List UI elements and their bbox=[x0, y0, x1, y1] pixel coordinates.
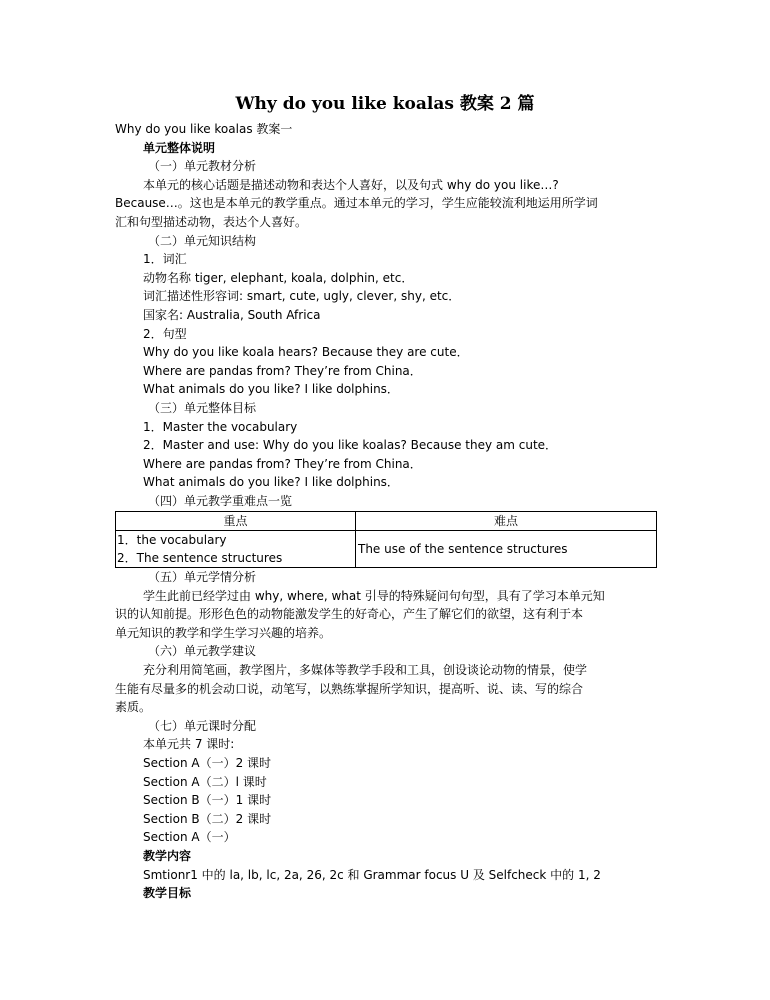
document-title: Why do you like koalas 教案 2 篇 bbox=[235, 94, 535, 114]
patterns-heading: 2．句型 bbox=[143, 326, 187, 341]
paragraph-line: 学生此前已经学过由 why, where, what 引导的特殊疑问句句型，具有了学习本单元知 bbox=[143, 588, 605, 603]
paragraph-line: 单元知识的教学和学生学习兴趣的培养。 bbox=[115, 625, 332, 640]
paragraph-line: 识的认知前提。形形色色的动物能激发学生的好奇心，产生了解它们的欲望，这有利于本 bbox=[115, 607, 584, 622]
paragraph-line: 充分利用简笔画，教学图片，多媒体等教学手段和工具，创设谈论动物的情景，使学 bbox=[143, 663, 588, 677]
goal-line: 1．Master the vocabulary bbox=[143, 419, 298, 434]
schedule-item: Section A（一）2 课时 bbox=[143, 756, 272, 770]
lesson-heading: Section A（一） bbox=[143, 830, 236, 845]
subtitle: Why do you like koalas 教案一 bbox=[115, 122, 293, 136]
table-row bbox=[116, 531, 657, 568]
schedule-item: Section B（二）2 课时 bbox=[143, 811, 272, 826]
vocab-animals: 动物名称 tiger, elephant, koala, dolphin, etc． bbox=[143, 270, 414, 285]
table-header-key: 重点 bbox=[116, 512, 356, 531]
schedule-item: Section A（二）l 课时 bbox=[143, 774, 267, 789]
key-points-table bbox=[115, 511, 657, 568]
table-cell-difficult: The use of the sentence structures bbox=[356, 531, 657, 568]
goal-line: 2．Master and use: Why do you like koalas? Because they am cute． bbox=[143, 438, 558, 453]
pattern-line: Where are pandas from? They’re from China． bbox=[143, 363, 422, 378]
table-cell-key bbox=[116, 531, 356, 568]
content-text: Smtionr1 中的 la, lb, lc, 2a, 26, 2c 和 Grammar focus U 及 Selfcheck 中的 1, 2 bbox=[143, 867, 601, 882]
key-item: 2．The sentence structures bbox=[117, 551, 283, 565]
table-header-row bbox=[116, 512, 657, 531]
content-heading: 教学内容 bbox=[143, 849, 192, 863]
table-header-difficult: 难点 bbox=[356, 512, 657, 531]
paragraph-line: Because…。这也是本单元的教学重点。通过本单元的学习，学生应能较流利地运用所学词 bbox=[115, 196, 598, 211]
schedule-total: 本单元共 7 课时: bbox=[143, 737, 235, 752]
key-item: 1．the vocabulary bbox=[117, 533, 227, 547]
vocab-heading: 1．词汇 bbox=[143, 252, 187, 267]
heading-overall: 单元整体说明 bbox=[143, 140, 216, 155]
paragraph-line: 素质。 bbox=[115, 700, 152, 715]
paragraph-line: 本单元的核心话题是描述动物和表达个人喜好，以及句式 why do you like…? bbox=[143, 177, 559, 192]
goal-line: What animals do you like? I like dolphins． bbox=[143, 475, 399, 490]
section-heading-6: （六）单元教学建议 bbox=[148, 644, 257, 659]
vocab-adjectives: 词汇描述性形容词: smart, cute, ugly, clever, shy, etc． bbox=[143, 289, 461, 304]
section-heading-1: （一）单元教材分析 bbox=[148, 159, 257, 174]
section-heading-5: （五）单元学情分析 bbox=[148, 570, 257, 584]
paragraph-line: 生能有尽量多的机会动口说，动笔写，以熟练掌握所学知识，提高听、说、读、写的综合 bbox=[115, 681, 584, 696]
section-heading-4: （四）单元教学重难点一览 bbox=[148, 494, 293, 508]
section-heading-7: （七）单元课时分配 bbox=[148, 718, 257, 733]
section-heading-2: （二）单元知识结构 bbox=[148, 233, 257, 248]
paragraph-line: 汇和句型描述动物，表达个人喜好。 bbox=[115, 215, 308, 229]
pattern-line: What animals do you like? I like dolphins． bbox=[143, 382, 399, 397]
pattern-line: Why do you like koala hears? Because they are cute． bbox=[143, 345, 469, 360]
schedule-item: Section B（一）1 课时 bbox=[143, 793, 272, 808]
section-heading-3: （三）单元整体目标 bbox=[148, 401, 257, 415]
vocab-countries: 国家名: Australia, South Africa bbox=[143, 308, 321, 322]
goal-line: Where are pandas from? They’re from China． bbox=[143, 456, 422, 471]
objectives-heading: 教学目标 bbox=[143, 886, 192, 901]
